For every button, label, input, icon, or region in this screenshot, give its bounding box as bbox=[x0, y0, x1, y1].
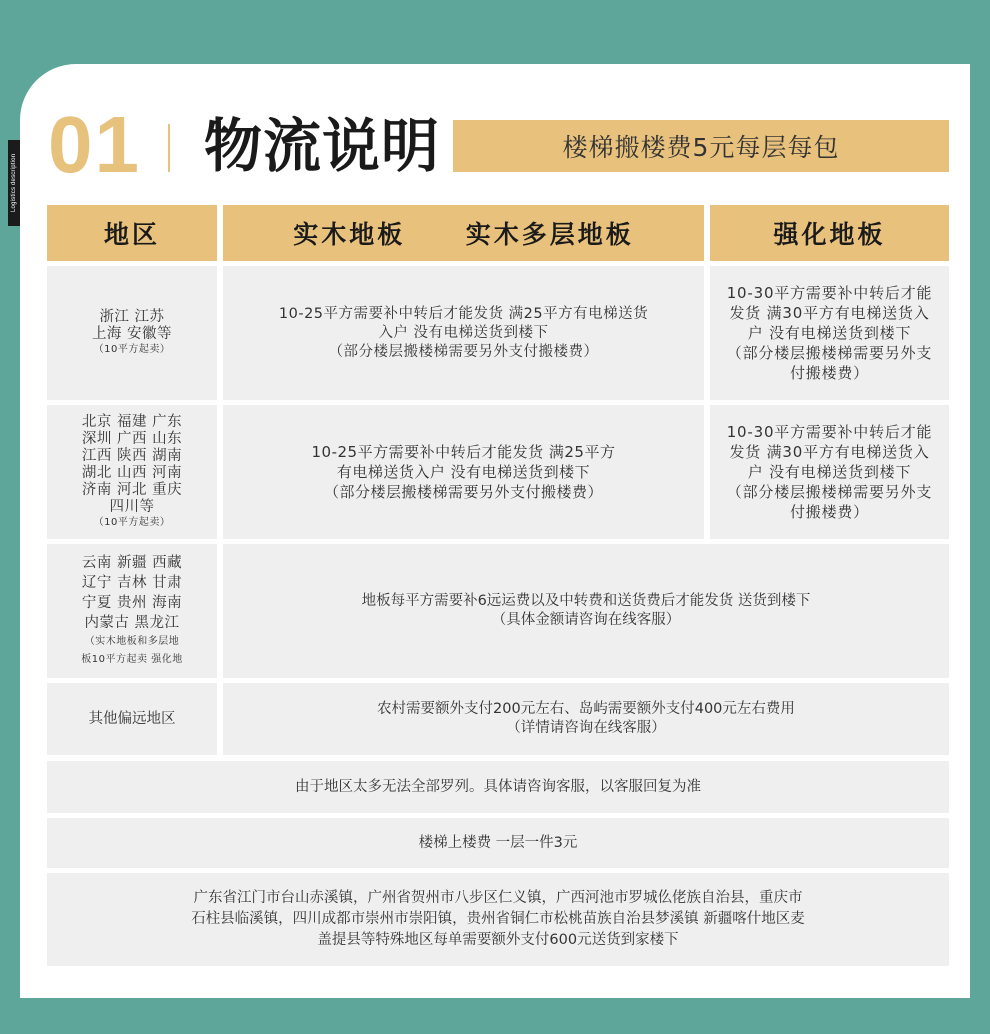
row2-laminate-line: 发货 满30平方有电梯送货入 bbox=[729, 443, 930, 461]
row1-laminate-line: 发货 满30平方有电梯送货入 bbox=[729, 304, 930, 322]
row1-wood-line: 10-25平方需要补中转后才能发货 满25平方有电梯送货 bbox=[278, 305, 649, 322]
row1-laminate bbox=[710, 266, 949, 400]
row1-wood bbox=[223, 266, 704, 400]
row2-region-line: 四川等 bbox=[109, 499, 155, 515]
page-title: 物流说明 bbox=[204, 112, 441, 180]
row3-wide bbox=[223, 544, 949, 678]
row2-region-line: 江西 陕西 湖南 bbox=[81, 448, 183, 464]
row1-region bbox=[47, 266, 217, 400]
row5-note-text: 由于地区太多无法全部罗列。具体请咨询客服，以客服回复为准 bbox=[295, 778, 701, 795]
row4-wide-line: （详情请咨询在线客服） bbox=[506, 720, 666, 736]
row7-line: 盖提县等特殊地区每单需要额外支付600元送货到家楼下 bbox=[317, 932, 679, 948]
row2-wood-line: 10-25平方需要补中转后才能发货 满25平方 bbox=[311, 443, 616, 461]
row4-wide bbox=[223, 683, 949, 755]
row2-laminate bbox=[710, 405, 949, 539]
row2-region-line: 湖北 山西 河南 bbox=[81, 465, 183, 481]
row4-region bbox=[47, 683, 217, 755]
row3-region bbox=[47, 544, 217, 678]
header-laminate bbox=[710, 205, 949, 261]
row1-laminate-line: 户 没有电梯送货到楼下 bbox=[747, 324, 912, 342]
row1-region-line: 浙江 江苏 bbox=[99, 309, 165, 325]
title-divider bbox=[168, 124, 170, 172]
row3-region-line: 云南 新疆 西藏 bbox=[81, 555, 183, 571]
row3-wide-line: 地板每平方需要补6远运费以及中转费和送货费后才能发货 送货到楼下 bbox=[361, 593, 811, 609]
header-multilayer-label: 实木多层地板 bbox=[465, 220, 634, 249]
row2-laminate-line: （部分楼层搬楼梯需要另外支 bbox=[726, 483, 933, 501]
row2-laminate-line: 户 没有电梯送货到楼下 bbox=[747, 463, 912, 481]
header-wood bbox=[223, 205, 704, 261]
header-wood-label: 实木地板 bbox=[293, 220, 406, 249]
row2-laminate-line: 付搬楼费） bbox=[789, 503, 869, 521]
side-tag: Logistics description bbox=[8, 140, 20, 226]
row7-line: 广东省江门市台山赤溪镇，广州省贺州市八步区仁义镇，广西河池市罗城仫佬族自治县，重庆市 bbox=[193, 890, 803, 906]
row2-laminate-line: 10-30平方需要补中转后才能 bbox=[726, 423, 933, 441]
row2-region-line: 深圳 广西 山东 bbox=[81, 431, 183, 447]
row4-wide-line: 农村需要额外支付200元左右、岛屿需要额外支付400元左右费用 bbox=[377, 701, 795, 717]
section-number: 01 bbox=[48, 100, 141, 189]
header-laminate-label: 强化地板 bbox=[773, 220, 886, 249]
row3-region-note: 板10平方起卖 强化地 bbox=[81, 654, 183, 665]
row3-wide-line: （具体金额请咨询在线客服） bbox=[491, 612, 681, 628]
row6-stair-fee bbox=[47, 818, 949, 868]
row1-region-note: （10平方起卖） bbox=[93, 344, 171, 355]
row3-region-line: 宁夏 贵州 海南 bbox=[81, 595, 183, 611]
row6-stair-fee-text: 楼梯上楼费 一层一件3元 bbox=[418, 834, 578, 851]
row5-note bbox=[47, 761, 949, 813]
row7-line: 石柱县临溪镇，四川成都市崇州市崇阳镇，贵州省铜仁市松桃苗族自治县梦溪镇 新疆喀什地区麦 bbox=[191, 911, 805, 927]
row1-region-line: 上海 安徽等 bbox=[91, 326, 173, 342]
row1-wood-line: （部分楼层搬楼梯需要另外支付搬楼费） bbox=[328, 343, 599, 360]
row2-region-note: （10平方起卖） bbox=[93, 517, 171, 528]
row1-laminate-line: 付搬楼费） bbox=[789, 364, 869, 382]
row4-region-label: 其他偏远地区 bbox=[88, 710, 176, 727]
row2-wood-line: （部分楼层搬楼梯需要另外支付搬楼费） bbox=[323, 483, 603, 501]
row3-region-note: （实木地板和多层地 bbox=[84, 636, 180, 647]
row1-laminate-line: 10-30平方需要补中转后才能 bbox=[726, 284, 933, 302]
row2-region-line: 济南 河北 重庆 bbox=[81, 482, 183, 498]
row3-region-line: 内蒙古 黑龙江 bbox=[84, 615, 180, 631]
row1-laminate-line: （部分楼层搬楼梯需要另外支 bbox=[726, 344, 933, 362]
row2-region bbox=[47, 405, 217, 539]
stair-fee-banner: 楼梯搬楼费5元每层每包 bbox=[453, 120, 949, 172]
row7-special-regions bbox=[47, 873, 949, 966]
row2-wood-line: 有电梯送货入户 没有电梯送货到楼下 bbox=[336, 463, 591, 481]
header-region bbox=[47, 205, 217, 261]
row2-region-line: 北京 福建 广东 bbox=[81, 414, 183, 430]
row1-wood-line: 入户 没有电梯送货到楼下 bbox=[378, 324, 549, 341]
row3-region-line: 辽宁 吉林 甘肃 bbox=[81, 575, 183, 591]
header-region-label: 地区 bbox=[103, 220, 160, 249]
row2-wood bbox=[223, 405, 704, 539]
